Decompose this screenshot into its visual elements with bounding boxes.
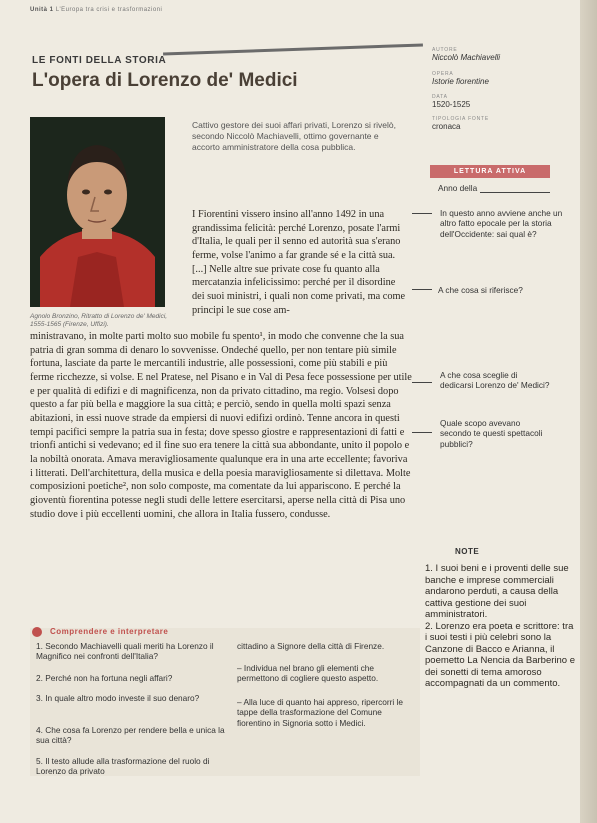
- margin-question-5: Quale scopo avevano secondo te questi spettacoli pubblici?: [440, 418, 543, 449]
- portrait-caption: Agnolo Bronzino, Ritratto di Lorenzo de' Medici, 1555-1565 (Firenze, Uffizi).: [30, 313, 168, 329]
- meta-author-value: Niccolò Machiavelli: [432, 53, 501, 62]
- meta-work-key: OPERA: [432, 71, 454, 77]
- exercise-subquestion-a: – Individua nel brano gli elementi che permettono di cogliere questo aspetto.: [237, 663, 379, 684]
- exercise-question-4: 4. Che cosa fa Lorenzo per rendere bella e unica la sua città?: [36, 725, 225, 746]
- margin-question-4: A che cosa sceglie di dedicarsi Lorenzo de' Medici?: [440, 370, 550, 391]
- exercise-title: Comprendere e interpretare: [50, 627, 169, 636]
- connector-line-2: [412, 289, 432, 290]
- portrait-image: [30, 117, 165, 307]
- meta-type-key: TIPOLOGIA FONTE: [432, 116, 490, 122]
- unit-strip: L'Europa tra crisi e trasformazioni: [55, 7, 163, 13]
- meta-work: [432, 71, 552, 86]
- connector-line-4: [412, 432, 432, 433]
- meta-author-key: AUTORE: [432, 47, 458, 53]
- exercise-question-1: 1. Secondo Machiavelli quali meriti ha Lorenzo il Magnifico nei confronti dell'Italia?: [36, 641, 214, 662]
- meta-date: [432, 94, 552, 109]
- exercise-subquestion-b: – Alla luce di quanto hai appreso, ripercorri le tappe della trasformazione del Comune fiorentino in Signoria sotto i Medici.: [237, 697, 404, 728]
- intro-text: Cattivo gestore dei suoi affari privati, Lorenzo si rivelò, secondo Niccolò Machiavelli, ottimo governante e accorto amministratore della cosa pubblica.: [192, 120, 396, 153]
- exercise-question-5-cont: cittadino a Signore della città di Firenze.: [237, 641, 385, 651]
- exercise-question-5: 5. Il testo allude alla trasformazione del ruolo di Lorenzo da privato: [36, 756, 210, 777]
- section-label: LE FONTI DELLA STORIA: [32, 55, 167, 66]
- exercise-bullet-icon: [32, 627, 42, 637]
- page-title: L'opera di Lorenzo de' Medici: [32, 70, 298, 91]
- source-text-part2: ministravano, in molte parti molto suo mobile fu spento¹, in modo che convenne che la sua patria di gran somma di denaro lo sovvenisse. Ondeché quello, per non tentare più simile fortuna, lasciate da parte le mercantili industrie, alle possessioni, come più stabili e più ferme ricchezze, si volse. E nel Pratese, nel Pisano e in Val di Pesa fece possessione per utile e per qualità di edifizi e di magnificenza, non da privato cittadino, ma regio. Volsesi dopo questo a far più bella e maggiore la sua città; e perciò, sendo in quella molti spazi senza abitazioni, in essi nuove strade da empiersi di nuovi edifizi ordinò. Tenne ancora in questi tempi pacifici sempre la patria sua in festa; dove spesso giostre e rappresentazioni di fatti e trionfi antichi si vedevano; ed il fine suo era tenere la città sua abbondante, unito il popolo e la nobiltà onorata. Amava meravigliosamente qualunque era in una arte eccellente; favoriva i litterati. Dell'architettura, della musica e della poesia maravigliosamente si dilettava. Molte composizioni poetiche², non solo composte, ma comentate da lui apparisconо. E perché la gioventù fiorentina potesse negli studi delle lettere esercitarsi, aperse nella città di Pisa uno studio dove i più eccellenti uomini, che allora in Italia fussero, condusse.: [30, 331, 412, 520]
- source-text-part1: I Fiorentini vissero insino all'anno 1492 in una grandissima felicità: perché Lorenzo, posate l'armi d'Italia, le quali per il senno ed autorità sua s'erano ferme, volse l'animo a far grande sé e la città sua. [...] Nelle altre sue private cose fu quanto alla mercatanzia infelicissimo: perché per il disordine dei suoi ministri, i quali non come privati, ma come principi le sue cose am-: [192, 209, 406, 316]
- note-2: 2. Lorenzo era poeta e scrittore: tra i suoi testi i più celebri sono la Canzone di Bacco e Arianna, il poemetto La Nencia da Barberino e dei sonetti di tema amoroso accompagnati da un commento.: [425, 620, 575, 689]
- unit-label: Unità 1: [30, 7, 54, 13]
- meta-date-value: 1520-1525: [432, 100, 471, 109]
- portrait-illustration: [30, 117, 165, 307]
- meta-type: [432, 116, 552, 131]
- connector-line-1: [412, 213, 432, 214]
- meta-type-value: cronaca: [432, 122, 461, 131]
- meta-author: [432, 47, 552, 62]
- exercise-question-3: 3. In quale altro modo investe il suo denaro?: [36, 693, 200, 703]
- notes-title: NOTE: [455, 547, 480, 556]
- margin-question-3: A che cosa si riferisce?: [438, 285, 523, 295]
- running-header: [30, 7, 162, 13]
- page-edge: [580, 0, 597, 823]
- notes-list: [425, 563, 575, 690]
- meta-date-key: DATA: [432, 94, 448, 100]
- lettura-attiva-banner: LETTURA ATTIVA: [430, 165, 550, 178]
- connector-line-3: [412, 382, 432, 383]
- note-1: 1. I suoi beni e i proventi delle sue banche e imprese commerciali andarono perduti, a causa della cattiva gestione dei suoi amministratori.: [425, 563, 569, 620]
- meta-work-value: Istorie fiorentine: [432, 77, 489, 86]
- exercise-question-2: 2. Perché non ha fortuna negli affari?: [36, 673, 173, 683]
- answer-line-1: [480, 192, 550, 193]
- margin-question-2: In questo anno avviene anche un altro fatto epocale per la storia dell'Occidente: sai qual è?: [440, 208, 563, 239]
- margin-question-1: Anno della: [438, 183, 478, 193]
